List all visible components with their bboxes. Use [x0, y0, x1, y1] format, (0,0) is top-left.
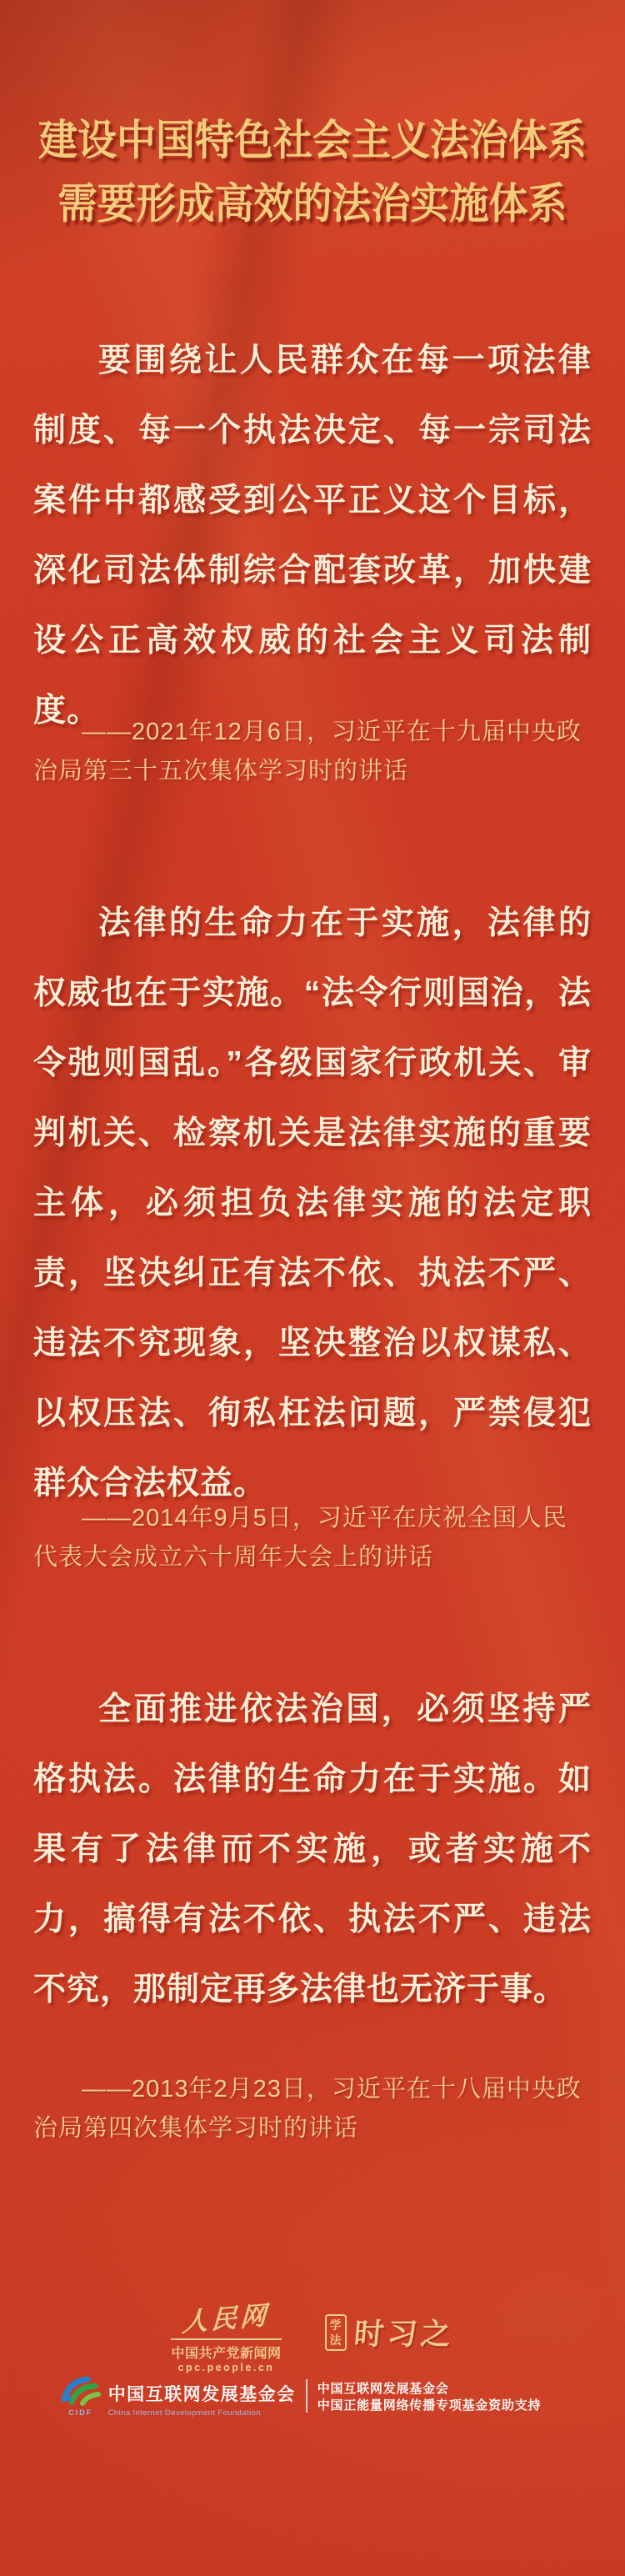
cidf-name-en: China Internet Development Foundation — [108, 2408, 261, 2418]
sponsor-line-1: 中国互联网发展基金会 — [317, 2382, 449, 2396]
footer-divider — [306, 2379, 308, 2413]
sponsor-credit — [318, 2376, 542, 2414]
quote-1-attribution: ——2021年12月6日，习近平在十九届中央政治局第三十五次集体学习时的讲话 — [33, 719, 582, 784]
seal-char-bottom: 法 — [329, 2333, 342, 2347]
shixizhi-logo — [325, 2311, 454, 2353]
quote-3-text: 全面推进依法治国，必须坚持严格执法。法律的生命力在于实施。如果有了法律而不实施，或者实施不力，搞得有法不依、执法不严、违法不究，那制定再多法律也无济于事。 — [33, 1691, 592, 2007]
renminwang-script-logo: 人民网 — [182, 2300, 271, 2338]
sponsor-line-2: 中国正能量网络传播专项基金资助支持 — [317, 2398, 542, 2413]
shixizhi-wordmark: 时习之 — [352, 2317, 456, 2351]
people-daily-logo — [171, 2298, 281, 2373]
cidf-logo-block — [61, 2376, 296, 2418]
quote-2-attribution: ——2014年9月5日，习近平在庆祝全国人民代表大会成立六十周年大会上的讲话 — [33, 1505, 568, 1571]
quote-1-text: 要围绕让人民群众在每一项法律制度、每一个执法决定、每一宗司法案件中都感受到公平正义这个目标，深化司法体制综合配套改革，加快建设公正高效权威的社会主义司法制度。 — [33, 343, 592, 729]
title-line-2: 需要形成高效的法治实施体系 — [58, 178, 568, 228]
footer-sponsor-row — [0, 2376, 613, 2418]
cidf-logo-icon — [61, 2376, 101, 2406]
xuefa-seal-icon — [325, 2314, 347, 2351]
seal-char-top: 学 — [329, 2318, 342, 2332]
cpc-news-url: cpc.people.cn — [178, 2362, 275, 2373]
cidf-abbr-label: CIDF — [68, 2408, 93, 2417]
quote-3-attribution: ——2013年2月23日，习近平在十八届中央政治局第四次集体学习时的讲话 — [33, 2076, 582, 2142]
cpc-news-site-label: 中国共产党新闻网 — [171, 2338, 281, 2362]
title-line-1: 建设中国特色社会主义法治体系 — [38, 115, 587, 164]
cidf-names — [108, 2376, 296, 2418]
cidf-name-cn: 中国互联网发展基金会 — [108, 2385, 296, 2404]
cidf-mark-wrap — [61, 2376, 101, 2417]
poster-title — [0, 108, 625, 235]
footer-brand-row — [0, 2298, 625, 2373]
quote-2-text: 法律的生命力在于实施，法律的权威也在于实施。“法令行则国治，法令弛则国乱。”各级国家行政机关、审判机关、检察机关是法律实施的重要主体，必须担负法律实施的法定职责，坚决纠正有法不依、执法不严、违法不究现象，坚决整治以权谋私、以权压法、徇私枉法问题，严禁侵犯群众合法权益。 — [33, 905, 592, 1501]
